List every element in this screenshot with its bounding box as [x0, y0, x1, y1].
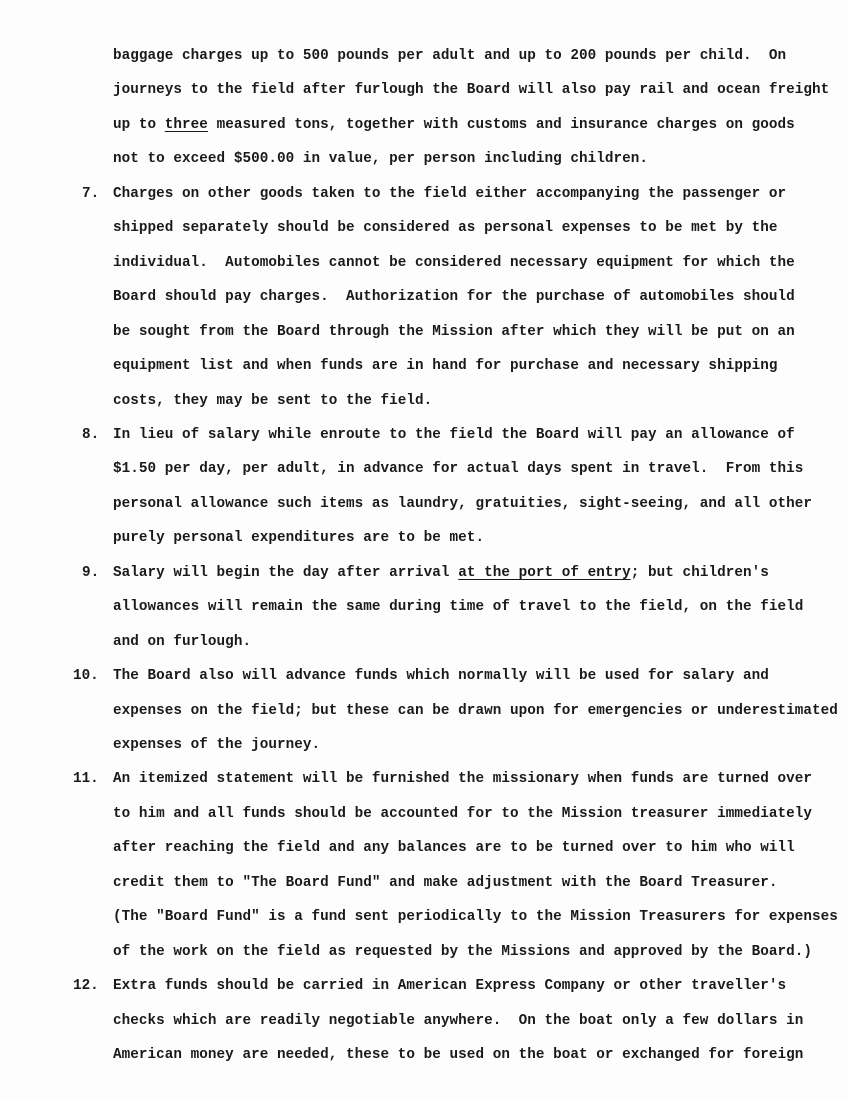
text-segment: An itemized statement will be furnished the missionary when funds are turned over — [113, 771, 812, 788]
paragraph-number: 12. — [73, 978, 99, 995]
text-line — [113, 1012, 803, 1030]
text-segment: individual. Automobiles cannot be considered necessary equipment for which the — [113, 254, 795, 271]
text-line — [113, 529, 484, 547]
text-line — [113, 977, 786, 995]
text-segment: of the work on the field as requested by the Missions and approved by the Board.) — [113, 943, 812, 960]
text-line — [113, 254, 795, 272]
text-segment: baggage charges up to 500 pounds per adult and up to 200 pounds per child. On — [113, 48, 787, 64]
text-segment: to him and all funds should be accounted for to the Mission treasurer immediately — [113, 805, 812, 822]
text-segment: equipment list and when funds are in hand for purchase and necessary shipping — [113, 358, 778, 375]
text-line — [113, 81, 829, 99]
text-line — [113, 495, 812, 513]
text-line — [113, 185, 786, 203]
text-line — [113, 667, 769, 685]
text-segment: be sought from the Board through the Mission after which they will be put on an — [113, 323, 795, 340]
text-segment: ; but children's — [630, 564, 769, 581]
underlined-text: at the port of entry — [458, 564, 631, 581]
text-line — [113, 323, 795, 341]
text-line — [113, 564, 769, 582]
paragraph-number: 7. — [82, 185, 100, 202]
text-segment: allowances will remain the same during time of travel to the field, on the field — [113, 599, 804, 616]
text-segment: costs, they may be sent to the field. — [113, 392, 433, 409]
text-line — [113, 908, 838, 926]
text-segment: American money are needed, these to be used on the boat or exchanged for foreign — [113, 1047, 804, 1064]
text-segment: expenses on the field; but these can be drawn upon for emergencies or underestimated — [113, 702, 838, 719]
paragraph-number: 10. — [73, 668, 99, 685]
text-line — [113, 874, 777, 892]
text-segment: expenses of the journey. — [113, 737, 321, 753]
text-line — [113, 1046, 803, 1064]
text-segment: credit them to "The Board Fund" and make adjustment with the Board Treasurer. — [113, 874, 778, 891]
paragraph-number: 11. — [73, 771, 99, 788]
text-segment: Salary will begin the day after arrival — [113, 564, 459, 581]
paragraph-number: 9. — [82, 564, 100, 581]
text-segment: The Board also will advance funds which normally will be used for salary and — [113, 668, 769, 685]
text-segment: journeys to the field after furlough the Board will also pay rail and ocean freight — [113, 82, 830, 99]
text-line — [113, 219, 777, 237]
text-line — [113, 598, 803, 616]
text-line — [113, 116, 795, 134]
text-segment: $1.50 per day, per adult, in advance for actual days spent in travel. From this — [113, 461, 804, 478]
text-segment: Charges on other goods taken to the field either accompanying the passenger or — [113, 185, 787, 202]
text-line — [113, 736, 320, 754]
text-segment: up to — [113, 116, 165, 133]
text-line — [113, 150, 648, 168]
text-line — [113, 770, 812, 788]
text-line — [113, 633, 251, 651]
text-segment: measured tons, together with customs and insurance charges on goods — [207, 116, 795, 133]
text-line — [113, 288, 795, 306]
text-segment: purely personal expenditures are to be met. — [113, 530, 485, 547]
text-segment: not to exceed $500.00 in value, per person including children. — [113, 151, 649, 168]
text-segment: Extra funds should be carried in American Express Company or other traveller's — [113, 978, 787, 995]
underlined-text: three — [164, 116, 208, 133]
text-segment: and on furlough. — [113, 633, 252, 650]
text-line — [113, 702, 838, 720]
text-line — [113, 839, 795, 857]
text-segment: In lieu of salary while enroute to the field the Board will pay an allowance of — [113, 426, 795, 443]
text-line — [113, 460, 803, 478]
text-segment: shipped separately should be considered as personal expenses to be met by the — [113, 220, 778, 237]
text-line — [113, 357, 777, 375]
text-segment: Board should pay charges. Authorization for the purchase of automobiles should — [113, 289, 795, 306]
text-segment: checks which are readily negotiable anywhere. On the boat only a few dollars in — [113, 1012, 804, 1029]
paragraph-number: 8. — [82, 426, 100, 443]
text-line — [113, 392, 432, 410]
text-line — [113, 47, 786, 65]
text-line — [113, 943, 812, 961]
text-line — [113, 426, 795, 444]
text-segment: (The "Board Fund" is a fund sent periodically to the Mission Treasurers for expenses — [113, 909, 838, 926]
text-line — [113, 805, 812, 823]
text-segment: after reaching the field and any balances are to be turned over to him who will — [113, 840, 795, 857]
text-segment: personal allowance such items as laundry, gratuities, sight-seeing, and all other — [113, 495, 812, 512]
